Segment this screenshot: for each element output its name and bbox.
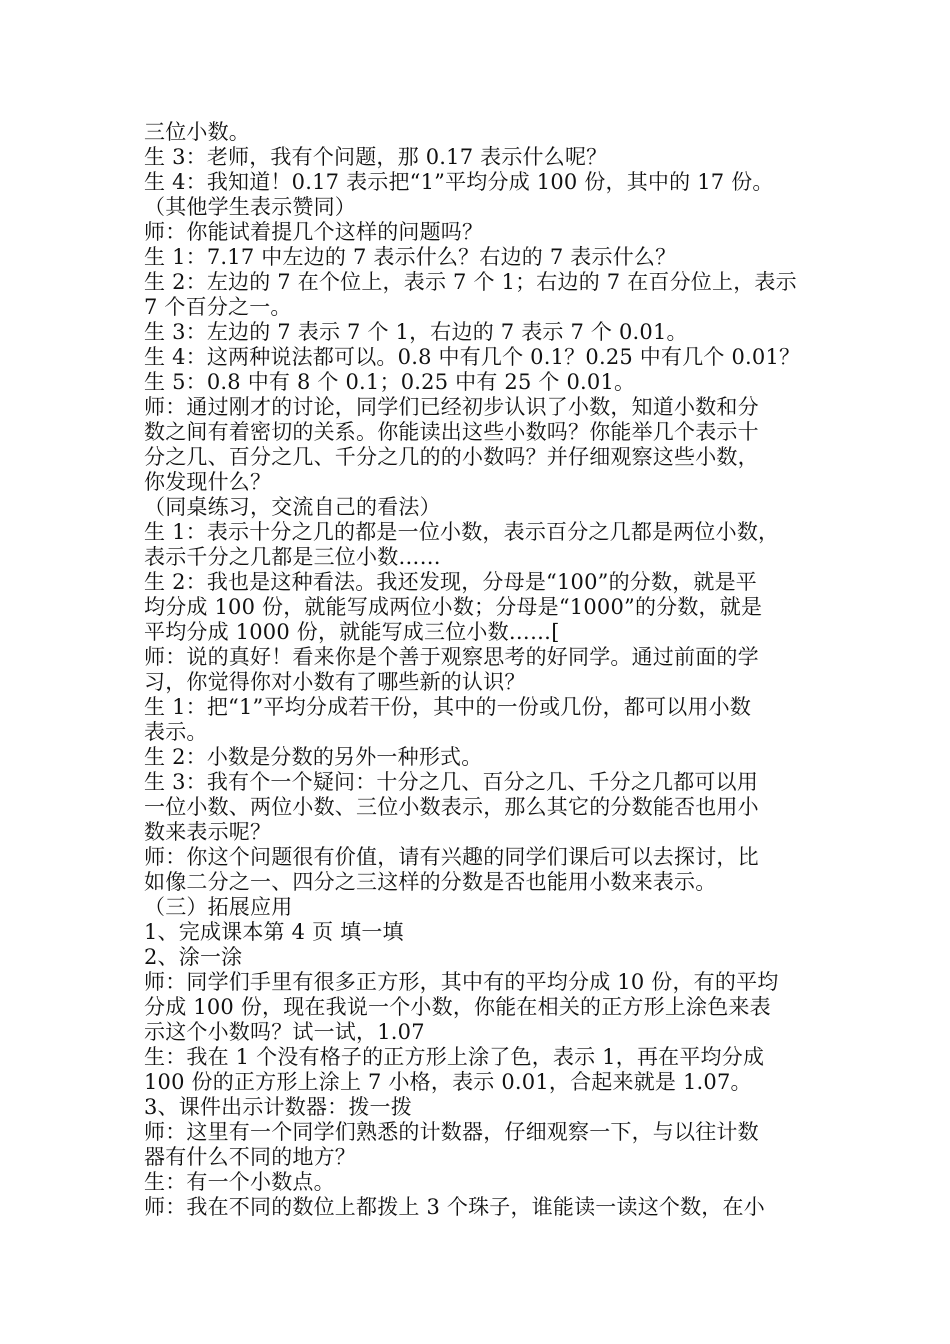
text-line: 7 个百分之一。	[144, 295, 292, 319]
text-line: 数之间有着密切的关系。你能读出这些小数吗？你能举几个表示十	[144, 420, 759, 444]
text-line: 器有什么不同的地方？	[144, 1145, 356, 1169]
text-line: 表示千分之几都是三位小数……	[144, 545, 441, 569]
text-line: 生 2：左边的 7 在个位上，表示 7 个 1；右边的 7 在百分位上，表示	[144, 270, 797, 294]
text-line: 100 份的正方形上涂上 7 小格，表示 0.01，合起来就是 1.07。	[144, 1070, 752, 1094]
text-line: 平均分成 1000 份，就能写成三位小数……[	[144, 620, 560, 644]
text-line: 生：我在 1 个没有格子的正方形上涂了色，表示 1，再在平均分成	[144, 1045, 765, 1069]
text-line: 示这个小数吗？试一试，1.07	[144, 1020, 425, 1044]
text-line: （其他学生表示赞同）	[144, 195, 356, 219]
text-line: 数来表示呢？	[144, 820, 272, 844]
text-line: （三）拓展应用	[144, 895, 293, 919]
text-line: 生 4：我知道！0.17 表示把“1”平均分成 100 份，其中的 17 份。	[144, 170, 774, 194]
text-line: 一位小数、两位小数、三位小数表示，那么其它的分数能否也用小	[144, 795, 759, 819]
text-line: 表示。	[144, 720, 208, 744]
text-line: 如像二分之一、四分之三这样的分数是否也能用小数来表示。	[144, 870, 717, 894]
text-line: 师：你这个问题很有价值，请有兴趣的同学们课后可以去探讨，比	[144, 845, 759, 869]
text-line: 1、完成课本第 4 页 填一填	[144, 920, 404, 944]
text-line: 习，你觉得你对小数有了哪些新的认识？	[144, 670, 526, 694]
text-line: 生 5：0.8 中有 8 个 0.1；0.25 中有 25 个 0.01。	[144, 370, 636, 394]
text-line: 生：有一个小数点。	[144, 1170, 335, 1194]
text-line: 生 1：表示十分之几的都是一位小数，表示百分之几都是两位小数，	[144, 520, 780, 544]
text-line: 分之几、百分之几、千分之几的的小数吗？并仔细观察这些小数，	[144, 445, 759, 469]
text-line: 师：同学们手里有很多正方形，其中有的平均分成 10 份，有的平均	[144, 970, 779, 994]
text-line: 分成 100 份，现在我说一个小数，你能在相关的正方形上涂色来表	[144, 995, 771, 1019]
text-line: 生 1：把“1”平均分成若干份，其中的一份或几份，都可以用小数	[144, 695, 752, 719]
text-line: 生 2：小数是分数的另外一种形式。	[144, 745, 483, 769]
text-line: 生 3：老师，我有个问题，那 0.17 表示什么呢？	[144, 145, 608, 169]
text-line: 2、涂一涂	[144, 945, 243, 969]
text-line: 生 2：我也是这种看法。我还发现，分母是“100”的分数，就是平	[144, 570, 757, 594]
text-line: 师：我在不同的数位上都拨上 3 个珠子，谁能读一读这个数，在小	[144, 1195, 765, 1219]
text-line: 生 1：7.17 中左边的 7 表示什么？右边的 7 表示什么？	[144, 245, 677, 269]
text-line: 生 3：我有个一个疑问：十分之几、百分之几、千分之几都可以用	[144, 770, 759, 794]
text-line: 师：你能试着提几个这样的问题吗？	[144, 220, 484, 244]
text-line: 3、课件出示计数器：拨一拨	[144, 1095, 412, 1119]
text-line: 你发现什么？	[144, 470, 272, 494]
text-line: 生 3：左边的 7 表示 7 个 1，右边的 7 表示 7 个 0.01。	[144, 320, 688, 344]
text-line: 生 4：这两种说法都可以。0.8 中有几个 0.1？0.25 中有几个 0.01？	[144, 345, 801, 369]
text-line: 三位小数。	[144, 120, 250, 144]
text-line: 师：通过刚才的讨论，同学们已经初步认识了小数，知道小数和分	[144, 395, 759, 419]
text-line: 均分成 100 份，就能写成两位小数；分母是“1000”的分数，就是	[144, 595, 763, 619]
text-line: 师：这里有一个同学们熟悉的计数器，仔细观察一下，与以往计数	[144, 1120, 759, 1144]
document-text	[144, 120, 834, 1220]
text-line: （同桌练习，交流自己的看法）	[144, 495, 441, 519]
text-line: 师：说的真好！看来你是个善于观察思考的好同学。通过前面的学	[144, 645, 759, 669]
